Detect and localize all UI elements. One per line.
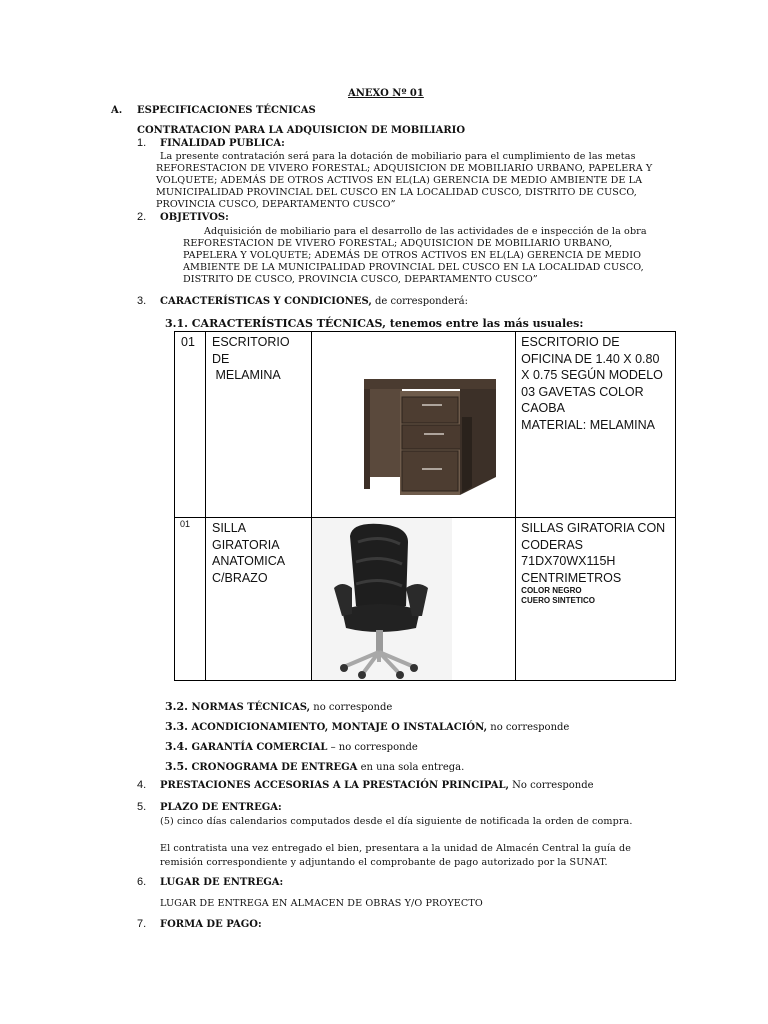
s3-2-title: NORMAS TÉCNICAS, (191, 702, 311, 713)
office-chair-image (312, 518, 452, 680)
description-line: 03 GAVETAS COLOR (521, 384, 644, 399)
description-cell (516, 518, 676, 681)
s3-4-item (165, 740, 418, 754)
item-name-line: MELAMINA (211, 368, 281, 382)
description-line: CODERAS (521, 537, 583, 552)
section-letter: A. (111, 105, 123, 116)
s7-title: FORMA DE PAGO: (160, 919, 262, 930)
s3-number: 3. (137, 295, 147, 307)
s5-para-line-2: remisión correspondiente y adjuntando el comprobante de pago autorizado por la SUNAT. (160, 857, 608, 868)
description-line: ESCRITORIO DE (521, 335, 620, 349)
item-name-cell (205, 518, 311, 681)
s3-3-number: 3.3. (165, 720, 188, 733)
qty-cell (175, 518, 206, 681)
s3-3-item (165, 720, 569, 734)
s3-title: CARACTERÍSTICAS Y CONDICIONES, (160, 296, 372, 307)
s2-number: 2. (137, 211, 147, 223)
s1-line-1: La presente contratación será para la dotación de mobiliario para el cumplimiento de las metas (160, 151, 636, 162)
image-cell (311, 332, 515, 518)
description-detail: CUERO SINTETICO (521, 596, 595, 606)
s3-1-title: 3.1. CARACTERÍSTICAS TÉCNICAS, tenemos entre las más usuales: (165, 317, 584, 330)
s3-3-rest: no corresponde (487, 722, 570, 733)
contract-title: CONTRATACION PARA LA ADQUISICION DE MOBILIARIO (137, 125, 466, 136)
s5-para-line-1: El contratista una vez entregado el bien, presentara a la unidad de Almacén Central la guía de (160, 843, 632, 854)
s3-4-rest: – no corresponde (327, 742, 418, 753)
qty-value: 01 (180, 519, 191, 529)
s3-3-title: ACONDICIONAMIENTO, MONTAJE O INSTALACIÓN, (191, 722, 488, 733)
item-name-cell (205, 332, 311, 518)
description-line: MATERIAL: MELAMINA (521, 417, 655, 432)
s4-heading (160, 780, 594, 792)
s3-2-rest: no corresponde (310, 702, 393, 713)
s7-number: 7. (137, 918, 147, 930)
s1-line-4: MUNICIPALIDAD PROVINCIAL DEL CUSCO EN LA LOCALIDAD CUSCO, DISTRITO DE CUSCO, (156, 187, 637, 198)
description-line: 71DX70WX115H (521, 554, 616, 568)
s6-title: LUGAR DE ENTREGA: (160, 877, 284, 888)
s3-5-number: 3.5. (165, 760, 188, 773)
s5-number: 5. (137, 801, 147, 813)
s3-heading (160, 296, 468, 308)
s1-line-2: REFORESTACION DE VIVERO FORESTAL; ADQUISICION DE MOBILIARIO URBANO, PAPELERA Y (156, 163, 653, 174)
s1-number: 1. (137, 137, 147, 149)
s2-line-2: REFORESTACION DE VIVERO FORESTAL; ADQUISICION DE MOBILIARIO URBANO, (183, 238, 613, 249)
item-name-line: GIRATORIA (211, 537, 280, 552)
s3-4-title: GARANTÍA COMERCIAL (191, 742, 328, 753)
description-line: X 0.75 SEGÚN MODELO (521, 368, 663, 382)
s3-4-number: 3.4. (165, 740, 188, 753)
s6-number: 6. (137, 876, 147, 888)
s2-line-1: Adquisición de mobiliario para el desarrollo de las actividades de e inspección de la obra (204, 226, 647, 237)
qty-cell (175, 332, 206, 518)
item-name-line: SILLA (211, 521, 247, 535)
item-name-line: ESCRITORIO DE (211, 335, 290, 366)
s3-5-item (165, 760, 464, 774)
s4-number: 4. (137, 779, 147, 791)
annex-title: ANEXO Nº 01 (348, 88, 424, 99)
item-name-line: C/BRAZO (211, 570, 268, 585)
s6-line: LUGAR DE ENTREGA EN ALMACEN DE OBRAS Y/O PROYECTO (160, 898, 483, 909)
image-cell (311, 518, 515, 681)
s4-title: PRESTACIONES ACCESORIAS A LA PRESTACIÓN PRINCIPAL, (160, 780, 509, 791)
s2-line-3: PAPELERA Y VOLQUETE; ADEMÁS DE OTROS ACTIVOS EN EL(LA) GERENCIA DE MEDIO (183, 250, 642, 261)
s2-line-4: AMBIENTE DE LA MUNICIPALIDAD PROVINCIAL DEL CUSCO EN LA LOCALIDAD CUSCO, (183, 262, 644, 273)
description-cell (516, 332, 676, 518)
s5-title: PLAZO DE ENTREGA: (160, 802, 282, 813)
table-row (175, 518, 676, 681)
desk-image (362, 377, 498, 517)
section-title: ESPECIFICACIONES TÉCNICAS (137, 105, 316, 116)
description-line: OFICINA DE 1.40 X 0.80 (521, 351, 660, 366)
s5-line-1: (5) cinco días calendarios computados desde el día siguiente de notificada la orden de compra. (160, 816, 633, 827)
s1-line-3: VOLQUETE; ADEMÁS DE OTROS ACTIVOS EN EL(LA) GERENCIA DE MEDIO AMBIENTE DE LA (156, 175, 643, 186)
s3-5-rest: en una sola entrega. (357, 762, 465, 773)
s4-rest: No corresponde (508, 780, 594, 791)
description-line: CAOBA (521, 401, 565, 415)
specs-table (174, 331, 676, 681)
table-row (175, 332, 676, 518)
description-detail: COLOR NEGRO (521, 586, 582, 595)
description-line: CENTRIMETROS (521, 570, 622, 585)
s3-suffix: de corresponderá: (371, 296, 468, 307)
description-line: SILLAS GIRATORIA CON (521, 521, 666, 535)
s3-2-item (165, 700, 392, 714)
s1-title: FINALIDAD PUBLICA: (160, 138, 285, 149)
qty-value: 01 (181, 335, 195, 349)
s3-2-number: 3.2. (165, 700, 188, 713)
s2-title: OBJETIVOS: (160, 212, 229, 223)
s2-line-5: DISTRITO DE CUSCO, PROVINCIA CUSCO, DEPARTAMENTO CUSCO” (183, 274, 538, 285)
s1-line-5: PROVINCIA CUSCO, DEPARTAMENTO CUSCO” (156, 199, 396, 210)
item-name-line: ANATOMICA (211, 554, 286, 568)
s3-5-title: CRONOGRAMA DE ENTREGA (191, 762, 358, 773)
